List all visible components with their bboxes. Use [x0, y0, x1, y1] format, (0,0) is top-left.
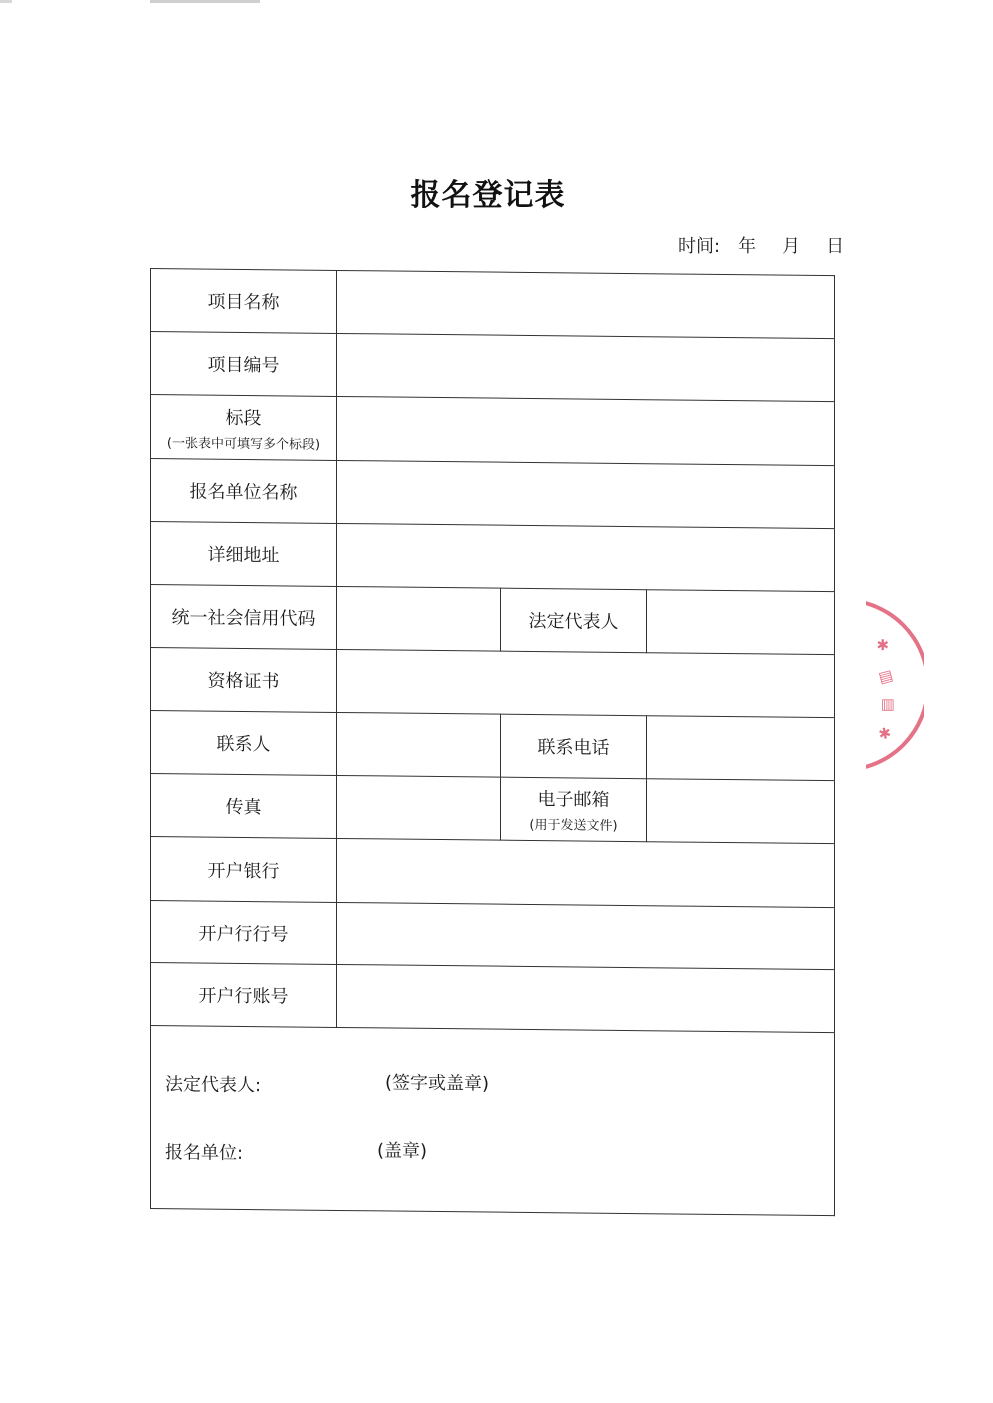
table-row [151, 901, 835, 970]
unit-sign-note: (盖章) [377, 1140, 428, 1162]
table-row [151, 585, 835, 655]
stamp-glyph: ✱ [871, 635, 894, 655]
email-note: (用于发送文件) [529, 817, 618, 834]
stamp-glyph: ✱ [873, 724, 895, 742]
email-field[interactable] [647, 779, 835, 844]
project-no-label: 项目编号 [151, 332, 337, 397]
table-row [151, 711, 835, 781]
date-year: 年 [738, 236, 757, 257]
bank-field[interactable] [337, 838, 835, 907]
legal-rep-sign-label: 法定代表人: [165, 1074, 262, 1097]
bank-account-field[interactable] [337, 964, 835, 1032]
fax-field[interactable] [337, 775, 501, 840]
stamp-glyph: ▤ [880, 697, 899, 713]
address-field[interactable] [337, 523, 835, 591]
fax-label: 传真 [151, 774, 337, 839]
date-month: 月 [782, 236, 801, 257]
project-name-field[interactable] [337, 270, 835, 338]
applicant-name-label: 报名单位名称 [151, 459, 337, 524]
phone-label: 联系电话 [501, 714, 647, 779]
bank-account-label: 开户行账号 [151, 963, 337, 1028]
legal-rep-sign-note: (签字或盖章) [385, 1072, 490, 1095]
date-label: 时间: [678, 236, 721, 257]
email-label: 电子邮箱 [537, 789, 610, 811]
contact-field[interactable] [337, 712, 501, 777]
date-day: 日 [826, 236, 845, 257]
credit-code-field[interactable] [337, 586, 501, 651]
section-label: 标段 [225, 407, 262, 429]
table-row [151, 269, 835, 339]
table-row [151, 963, 835, 1033]
signature-cell[interactable] [151, 1026, 835, 1216]
page-title: 报名登记表 [410, 178, 566, 213]
scan-artifact [0, 0, 12, 3]
table-row [151, 522, 835, 592]
certificate-label: 资格证书 [151, 648, 337, 713]
credit-code-label: 统一社会信用代码 [151, 585, 337, 650]
phone-field[interactable] [647, 716, 835, 781]
date-line [678, 232, 844, 258]
project-name-label: 项目名称 [151, 269, 337, 334]
section-note: (一张表中可填写多个标段) [166, 435, 321, 453]
project-no-field[interactable] [337, 333, 835, 401]
table-row [151, 837, 835, 908]
section-label-cell [151, 395, 337, 461]
bank-no-field[interactable] [337, 902, 835, 969]
legal-rep-field[interactable] [647, 590, 835, 655]
section-field[interactable] [337, 396, 835, 465]
certificate-field[interactable] [337, 649, 835, 717]
registration-form [150, 268, 834, 1216]
registration-table [150, 268, 835, 1216]
table-row [151, 332, 835, 402]
table-row [151, 459, 835, 529]
email-label-cell [501, 777, 647, 842]
table-row [151, 1026, 835, 1216]
bank-no-label: 开户行行号 [151, 901, 337, 965]
bank-label: 开户银行 [151, 837, 337, 903]
stamp-glyph: ▥ [876, 667, 898, 687]
contact-label: 联系人 [151, 711, 337, 776]
unit-sign-label: 报名单位: [165, 1142, 244, 1164]
partial-stamp-seal [866, 598, 924, 770]
legal-rep-label: 法定代表人 [501, 588, 647, 653]
scan-artifact [150, 0, 260, 3]
address-label: 详细地址 [151, 522, 337, 587]
table-row [151, 774, 835, 844]
applicant-name-field[interactable] [337, 460, 835, 528]
table-row [151, 648, 835, 718]
stamp-ring [866, 598, 924, 770]
table-row [151, 395, 835, 466]
